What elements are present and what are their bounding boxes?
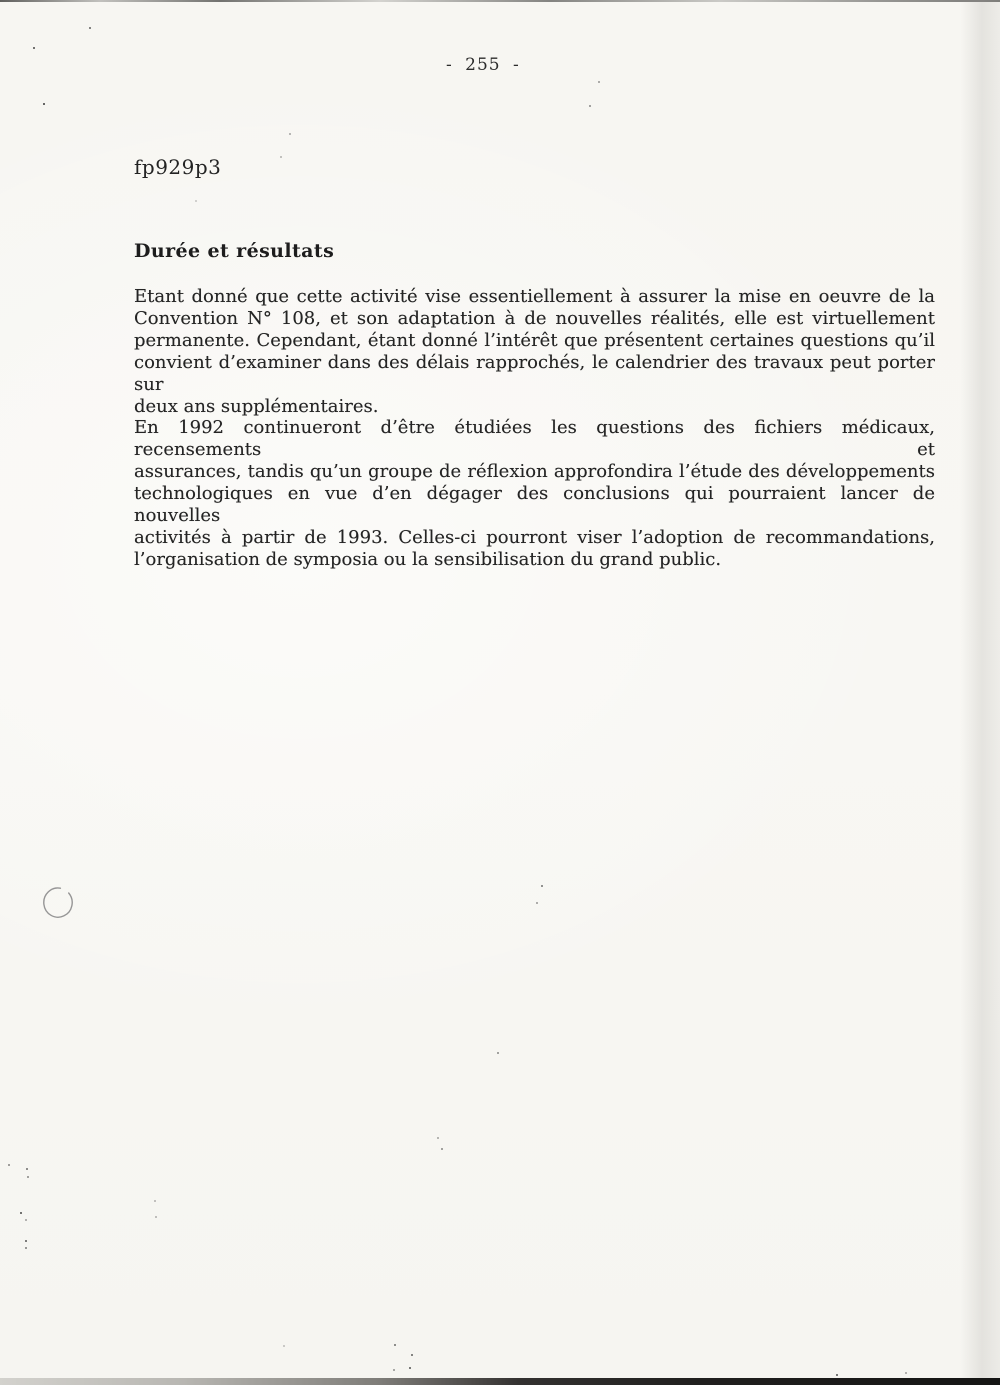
scan-edge-top [0, 0, 1000, 2]
scan-edge-right-shading [960, 0, 1000, 1385]
scan-noise-speckles [0, 0, 2, 2]
text-line: Convention N° 108, et son adaptation à de nouvelles réalités, elle est virtuellement [134, 308, 935, 329]
text-line: Etant donné que cette activité vise essentiellement à assurer la mise en oeuvre de la [134, 286, 935, 307]
page-number: - 255 - [446, 55, 520, 75]
text-line: convient d’examiner dans des délais rapprochés, le calendrier des travaux peut porter sur [134, 352, 935, 395]
text-line: technologiques en vue d’en dégager des conclusions qui pourraient lancer de nouvelles [134, 483, 935, 526]
paragraph-duration-results [134, 286, 935, 418]
text-line: En 1992 continueront d’être étudiées les questions des fichiers médicaux, recensements et [134, 417, 935, 460]
section-heading: Durée et résultats [134, 240, 335, 262]
pen-circle-mark-icon [41, 885, 75, 919]
paragraph-1992-plans [134, 417, 935, 571]
text-line: activités à partir de 1993. Celles-ci pourront viser l’adoption de recommandations, [134, 527, 935, 548]
document-code: fp929p3 [134, 155, 222, 179]
text-line: assurances, tandis qu’un groupe de réflexion approfondira l’étude des développements [134, 461, 935, 482]
text-line: l’organisation de symposia ou la sensibilisation du grand public. [134, 549, 722, 570]
text-line: deux ans supplémentaires. [134, 396, 379, 417]
text-line: permanente. Cependant, étant donné l’intérêt que présentent certaines questions qu’il [134, 330, 935, 351]
scan-edge-bottom [0, 1378, 1000, 1385]
